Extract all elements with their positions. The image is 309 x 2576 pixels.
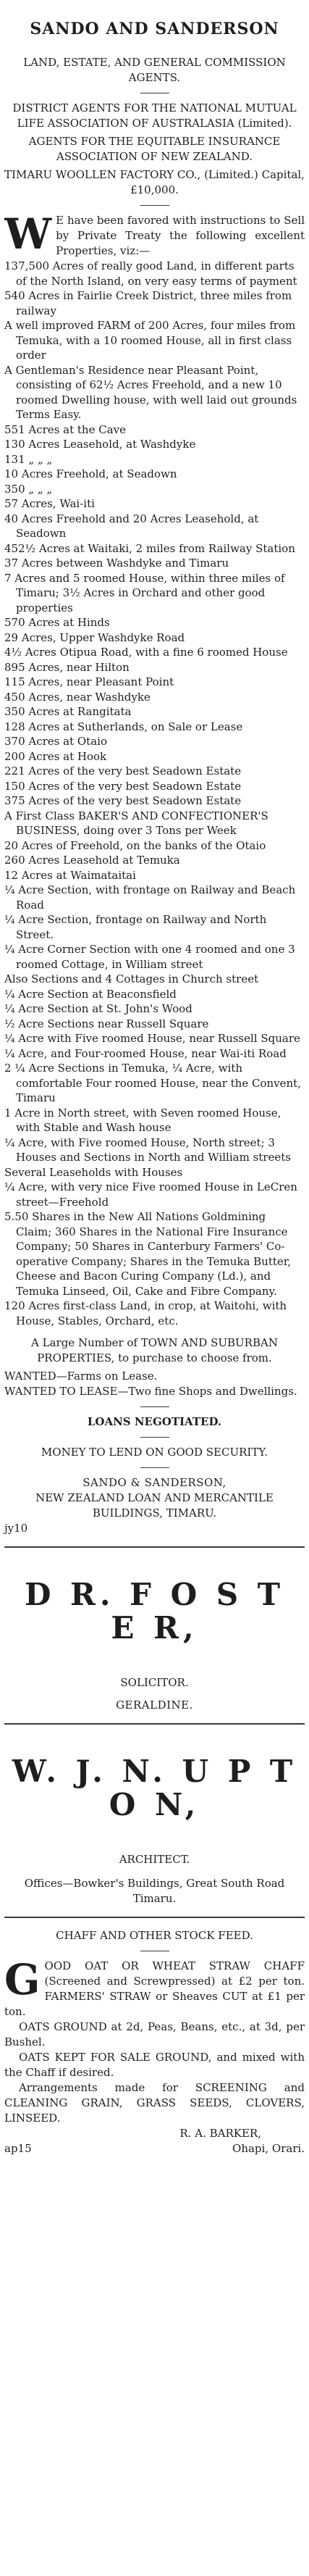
property-item: 7 Acres and 5 roomed House, within three miles of Timaru; 3½ Acres in Orchard and other good properties (4, 571, 285, 614)
property-item: 350 „ „ „ (4, 482, 53, 496)
property-item: 10 Acres Freehold, at Seadown (4, 467, 177, 480)
foster-advertisement (4, 1578, 305, 1713)
barker-text-arrangements: Arrangements made for SCREENING and CLEANING GRAIN, GRASS SEEDS, CLOVERS, LINSEED. (4, 2081, 305, 2125)
money-to-lend: MONEY TO LEND ON GOOD SECURITY. (41, 1446, 268, 1459)
sanderson-advertisement (4, 19, 305, 1536)
property-item: ¼ Acre Section, frontage on Railway and North Street. (4, 913, 267, 941)
sanderson-subtitle: LAND, ESTATE, AND GENERAL COMMISSION AGENTS. (23, 56, 286, 84)
firm-name: SANDO & SANDERSON, (82, 1476, 227, 1489)
divider (140, 1406, 169, 1407)
barker-text-oats: OATS GROUND at 2d, Peas, Beans, etc., at 3d, per Bushel. (4, 2020, 305, 2048)
section-divider (4, 1917, 305, 1918)
wanted-farms: WANTED—Farms on Lease. (4, 1370, 158, 1383)
property-item: 115 Acres, near Pleasant Point (4, 675, 174, 688)
property-item: 452½ Acres at Waitaki, 2 miles from Railway Station (4, 541, 295, 555)
upton-name: W. J. N. U P T O N, (12, 1754, 297, 1822)
foster-place: GERALDINE. (116, 1698, 193, 1712)
property-item: 375 Acres of the very best Seadown Estate (4, 794, 242, 807)
barker-footer (4, 2141, 305, 2156)
property-item: 128 Acres at Sutherlands, on Sale or Lease (4, 720, 243, 733)
loans-negotiated: LOANS NEGOTIATED. (87, 1415, 222, 1428)
barker-paragraph (4, 1959, 305, 2019)
property-item: Several Leaseholds with Houses (4, 1165, 183, 1179)
agents-equitable: AGENTS FOR THE EQUITABLE INSURANCE ASSOCIATION OF NEW ZEALAND. (28, 135, 281, 163)
property-item: 551 Acres at the Cave (4, 422, 126, 436)
firm-address: NEW ZEALAND LOAN AND MERCANTILE BUILDINGS, TIMARU. (35, 1491, 274, 1520)
property-item: 540 Acres in Fairlie Creek District, three miles from railway (4, 289, 292, 317)
property-item: 2 ¼ Acre Sections in Temuka, ¼ Acre, with comfortable Four roomed House, near the Convent, Timaru (4, 1062, 301, 1104)
property-item: 1 Acre in North street, with Seven roomed House, with Stable and Wash house (4, 1106, 282, 1134)
property-item: 120 Acres first-class Land, in crop, at Waitohi, with House, Stables, Orchard, etc. (4, 1299, 287, 1327)
property-item: ¼ Acre Section at Beaconsfield (4, 987, 177, 1001)
property-item: ¼ Acre with Five roomed House, near Russell Square (4, 1032, 300, 1045)
property-item: A Gentleman's Residence near Pleasant Point, consisting of 62½ Acres Freehold, and a new 10 roomed Dwelling house, with well laid out grounds Terms Easy. (4, 363, 297, 421)
property-item: A First Class BAKER'S AND CONFECTIONER'S BUSINESS, doing over 3 Tons per Week (4, 809, 268, 837)
property-item: A well improved FARM of 200 Acres, four miles from Temuka, with a 10 roomed House, all in first class order (4, 319, 296, 362)
property-item: 260 Acres Leasehold at Temuka (4, 854, 180, 867)
property-item: 130 Acres Leasehold, at Washdyke (4, 438, 196, 451)
foster-name: D R. F O S T E R, (24, 1577, 285, 1646)
property-item: 150 Acres of the very best Seadown Estate (4, 779, 242, 793)
property-item: 131 „ „ „ (4, 452, 53, 466)
property-item: ¼ Acre, and Four-roomed House, near Wai-iti Road (4, 1046, 287, 1060)
divider (140, 1467, 169, 1468)
property-list (4, 259, 305, 1328)
newspaper-column (4, 3, 305, 2156)
agents-national-mutual: DISTRICT AGENTS FOR THE NATIONAL MUTUAL LIFE ASSOCIATION OF AUSTRALASIA (Limited). (12, 101, 297, 130)
divider (140, 205, 169, 206)
property-item: 4½ Acres Otipua Road, with a fine 6 roomed House (4, 646, 288, 659)
barker-code: ap15 (4, 2142, 32, 2155)
property-item: 37 Acres between Washdyke and Timaru (4, 557, 229, 570)
property-item: 350 Acres at Rangitata (4, 705, 132, 718)
wanted-lease: WANTED TO LEASE—Two fine Shops and Dwellings. (4, 1385, 297, 1398)
property-item: 221 Acres of the very best Seadown Estate (4, 764, 242, 778)
barker-advertisement (4, 1928, 305, 2156)
property-item: ¼ Acre Section, with frontage on Railway and Beach Road (4, 883, 296, 912)
divider (140, 1437, 169, 1438)
sanderson-heading: SANDO AND SANDERSON (30, 20, 279, 38)
barker-dropcap: G (4, 1959, 41, 2004)
property-item: 570 Acres at Hinds (4, 616, 110, 629)
barker-signature: R. A. BARKER, (179, 2127, 261, 2140)
upton-advertisement (4, 1755, 305, 1906)
property-item: 200 Acres at Hook (4, 749, 107, 763)
property-item: 5.50 Shares in the New All Nations Goldmining Claim; 360 Shares in the National Fire Insurance Company; 50 Shares in Canterbury Farmers' Co-operative Company; Shares in the Temuka Butter, Cheese and Bacon Curing Company (Ld.), and Temuka Linseed, Oil, Cake and Fibre Company. (4, 1210, 292, 1298)
property-item: 29 Acres, Upper Washdyke Road (4, 630, 185, 644)
barker-heading: CHAFF AND OTHER STOCK FEED. (56, 1929, 253, 1942)
property-item: ¼ Acre, with Five roomed House, North street; 3 Houses and Sections in North and William streets (4, 1135, 291, 1164)
property-item: Also Sections and 4 Cottages in Church street (4, 972, 259, 985)
property-item: 57 Acres, Wai-iti (4, 497, 95, 510)
barker-text-chaff: OOD OAT OR WHEAT STRAW CHAFF (Screened and Screwpressed) at £2 per ton. FARMERS' STRAW or Sheaves CUT at £1 per ton. (4, 1959, 305, 2018)
property-item: 450 Acres, near Washdyke (4, 690, 151, 704)
property-item: 40 Acres Freehold and 20 Acres Leasehold, at Seadown (4, 512, 259, 540)
property-item: ¼ Acre, with very nice Five roomed House in LeCren street—Freehold (4, 1180, 297, 1209)
property-item: 137,500 Acres of really good Land, in different parts of the North Island, on very easy terms of payment (4, 259, 297, 288)
woollen-factory: TIMARU WOOLLEN FACTORY CO., (Limited.) Capital, £10,000. (4, 168, 305, 196)
property-item: ½ Acre Sections near Russell Square (4, 1017, 209, 1030)
section-divider (4, 1546, 305, 1548)
property-item: 12 Acres at Waimataitai (4, 868, 136, 882)
property-item: 370 Acres at Otaio (4, 735, 107, 748)
barker-text-sale: OATS KEPT FOR SALE GROUND, and mixed with the Chaff if desired. (4, 2051, 305, 2079)
property-item: ¼ Acre Section at St. John's Wood (4, 1002, 192, 1015)
urban-properties: A Large Number of TOWN AND SUBURBAN PROPERTIES, to purchase to choose from. (31, 1336, 278, 1364)
foster-role: SOLICITOR. (120, 1676, 189, 1689)
intro-dropcap: W (4, 213, 52, 259)
barker-location: Ohapi, Orari. (232, 2142, 305, 2155)
property-item: ¼ Acre Corner Section with one 4 roomed and one 3 roomed Cottage, in William street (4, 943, 295, 971)
intro-paragraph (4, 213, 305, 259)
section-divider (4, 1723, 305, 1725)
property-item: 20 Acres of Freehold, on the banks of the Otaio (4, 838, 266, 852)
upton-role: ARCHITECT. (119, 1853, 190, 1866)
intro-text: E have been favored with instructions to Sell by Private Treaty the following excellent Properties, viz:— (56, 214, 305, 257)
upton-offices: Offices—Bowker's Buildings, Great South Road Timaru. (24, 1877, 285, 1905)
property-item: 895 Acres, near Hilton (4, 660, 130, 674)
issue-code: jy10 (4, 1522, 28, 1535)
